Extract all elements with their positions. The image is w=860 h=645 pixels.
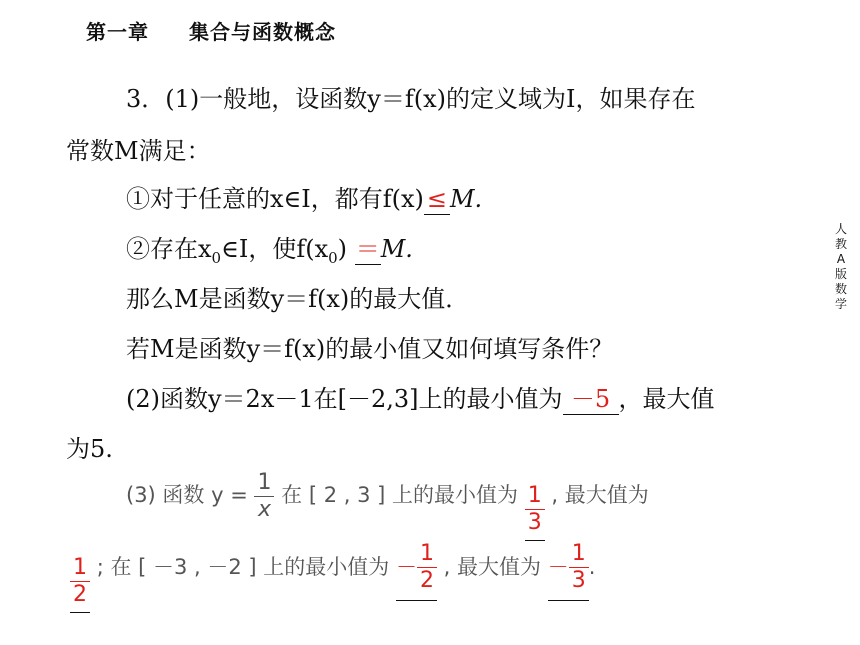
numerator: 1 [571,540,586,566]
fraction [525,485,545,534]
denominator: 2 [73,582,87,607]
paren: ) [337,235,348,263]
condition-2-mid: ∈I，使f(x [221,235,329,263]
condition-1-end: M. [449,185,483,213]
answer-max-neg-frac [548,540,589,601]
denominator: x [257,496,271,522]
condition-2 [126,234,413,273]
question-3-line-2 [70,540,595,613]
fraction [569,540,589,593]
side-char: 版 [834,267,847,281]
denominator: 3 [571,567,586,593]
question-3-line-1 [126,468,649,541]
answer-max-frac [70,557,90,613]
numerator: 1 [257,469,272,495]
paragraph-line-5: 那么M是函数y＝f(x)的最大值． [126,285,470,313]
question-2-end: ，最大值 [618,385,715,413]
paragraph-line-2: 常数M满足： [66,137,211,165]
answer-eq: ＝ [355,235,380,263]
side-char: A [836,252,846,266]
question-2 [126,384,715,415]
question-2-text: (2)函数y＝2x－1在[－2,3]上的最小值为 [126,385,563,413]
paragraph-line-8: 为5. [66,435,113,463]
answer-leq: ≤ [424,184,450,215]
period: . [588,555,596,579]
condition-2-end: M. [380,235,413,263]
side-char: 学 [834,297,847,311]
numerator: 1 [527,483,542,508]
denominator: 2 [419,567,434,593]
q3-mid2: , 最大值为 [551,483,649,507]
answer-min-frac [525,485,545,541]
condition-1-text: ①对于任意的x∈I，都有f(x) [126,185,424,213]
minus-sign: － [547,555,569,579]
condition-1 [126,184,482,215]
q3-mid: 在 [ 2 , 3 ] 上的最小值为 [281,483,519,507]
fraction [70,557,90,606]
side-char: 教 [834,237,847,251]
subscript: 0 [328,248,338,267]
page-header [86,16,336,45]
side-char: 数 [834,282,847,296]
q3-mid3: ; 在 [ －3 , －2 ] 上的最小值为 [96,555,390,579]
condition-2-text: ②存在x [126,235,212,263]
side-label [830,222,852,312]
numerator: 1 [419,540,434,566]
chapter-number: 第一章 [86,20,149,44]
paragraph-line-1: 3．(1)一般地，设函数y＝f(x)的定义域为I，如果存在 [126,85,696,113]
q3-text: (3) 函数 y = [126,483,255,507]
denominator: 3 [527,510,542,535]
fraction [417,540,437,593]
minus-sign: － [395,555,417,579]
answer-min-neg-frac [396,540,437,601]
chapter-title: 集合与函数概念 [189,20,336,44]
fraction-1-over-x [254,469,274,522]
side-char: 人 [834,222,847,236]
paragraph-line-6: 若M是函数y＝f(x)的最小值又如何填写条件？ [126,335,614,363]
q3-mid4: , 最大值为 [443,555,542,579]
numerator: 1 [73,555,87,580]
subscript: 0 [211,248,222,267]
answer-min: －5 [563,384,619,415]
